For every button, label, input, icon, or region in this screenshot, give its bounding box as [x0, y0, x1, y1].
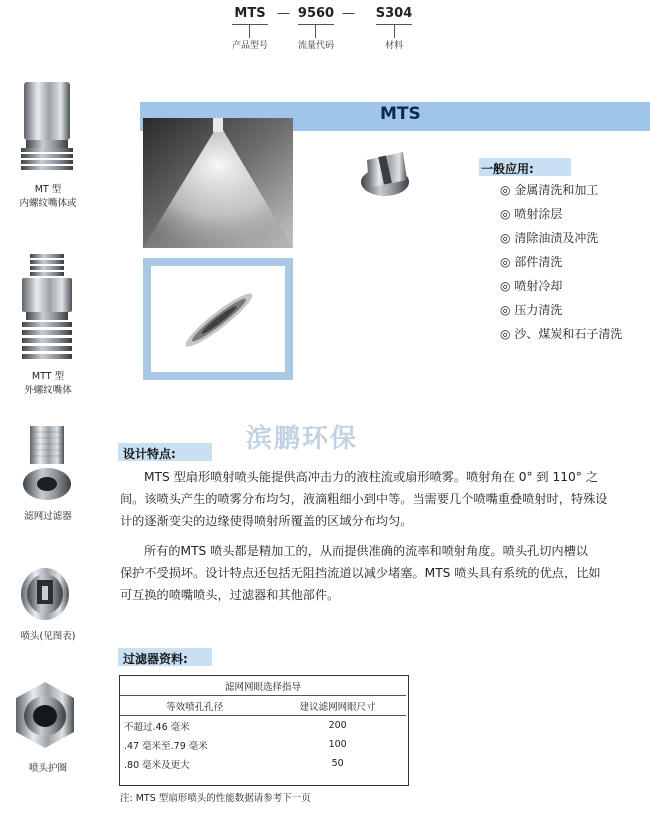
code-underline — [232, 24, 268, 25]
design-title: 设计特点: — [123, 447, 176, 461]
design-paragraph-1: MTS 型扇形喷射喷头能提供高冲击力的液柱流或扇形喷雾。喷射角在 0° 到 110° 之 间。该喷头产生的喷雾分布均匀，液滴粗细小到中等。当需要几个喷嘴重叠喷射时，特殊设 计的逐渐变尖的边缘使得喷射所覆盖的区域分布均匀。 — [120, 470, 608, 528]
mts-tip-image — [355, 146, 419, 200]
application-item: ◎ 喷射涂层 — [500, 207, 563, 221]
filter-title: 过滤器资料: — [123, 652, 188, 666]
model-code-material: S304 — [375, 6, 413, 21]
spray-tip-image — [14, 560, 76, 624]
code-separator: — — [277, 6, 290, 21]
model-code-flow-label: 流量代码 — [297, 41, 334, 51]
design-paragraph-2: 所有的MTS 喷头都是精加工的，从而提供准确的流率和喷射角度。喷头孔切内槽以 保护不受损坏。设计特点还包括无阻挡流道以减少堵塞。MTS 喷头具有系统的优点，比如 可互换的喷嘴喷头，过滤器和其他部件。 — [120, 544, 601, 602]
table-row: 不超过.46 毫米 200 — [124, 720, 347, 733]
code-tick — [315, 24, 316, 38]
band-title: MTS — [380, 104, 421, 124]
model-code-product-label: 产品型号 — [231, 41, 268, 51]
spray-pattern-image — [143, 258, 293, 380]
application-item: ◎ 金属清洗和加工 — [500, 183, 599, 197]
code-tick — [249, 24, 250, 38]
filter-note: 注: MTS 型扇形喷头的性能数据请参考下一页 — [120, 793, 311, 804]
column-header: 建议滤网网眼尺寸 — [269, 696, 406, 716]
model-code-flow: 9560 — [297, 6, 335, 21]
retainer-label: 喷头护圈 — [28, 763, 67, 774]
application-item: ◎ 部件清洗 — [500, 255, 563, 269]
strainer-label: 滤网过滤器 — [24, 511, 72, 522]
mt-body-image — [12, 78, 82, 174]
application-item: ◎ 清除油渍及冲洗 — [500, 231, 599, 245]
filter-table — [120, 676, 406, 773]
code-separator: — — [342, 6, 355, 21]
table-row: .80 毫米及更大 50 — [124, 758, 344, 771]
spray-tip-label: 喷头(见图表) — [20, 631, 76, 642]
retainer-image — [10, 680, 80, 750]
applications-title: 一般应用: — [481, 162, 534, 176]
model-code-material-label: 材料 — [384, 41, 403, 51]
code-underline — [298, 24, 334, 25]
watermark: 滨鹏环保 — [246, 424, 359, 454]
column-header: 等效喷孔孔径 — [120, 696, 269, 716]
mtt-body-label: MTT 型 外螺纹嘴体 — [24, 371, 72, 396]
table-title: 滤网网眼选择指导 — [120, 676, 406, 696]
application-item: ◎ 喷射冷却 — [500, 279, 563, 293]
mt-body-label: MT 型 内螺纹嘴体或 — [19, 184, 77, 209]
application-item: ◎ 沙、煤炭和石子清洗 — [500, 327, 623, 341]
spray-photo — [143, 118, 293, 248]
application-item: ◎ 压力清洗 — [500, 303, 563, 317]
table-row: .47 毫米至.79 毫米 100 — [124, 739, 347, 752]
code-tick — [394, 24, 395, 38]
strainer-image — [20, 424, 74, 502]
mtt-body-image — [12, 252, 82, 364]
model-code-product: MTS — [234, 6, 266, 21]
